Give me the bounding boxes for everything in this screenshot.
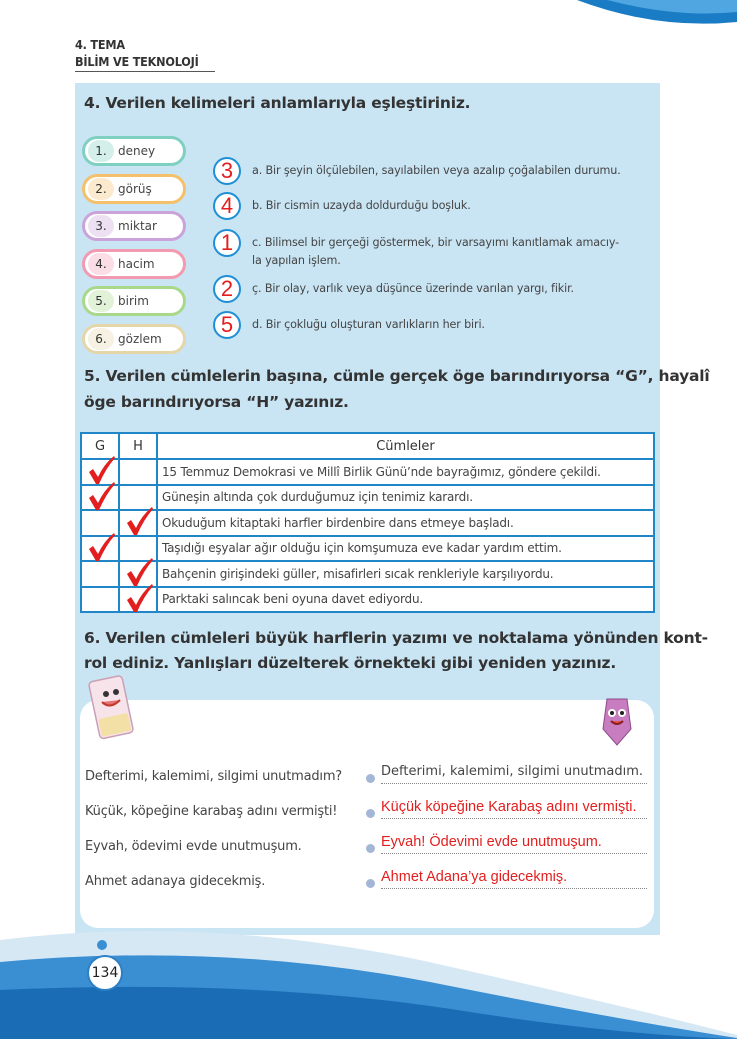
answer-circle xyxy=(213,229,241,257)
sentence-cell: Bahçenin girişindeki güller, misafirleri sıcak renkleriyle karşılıyordu. xyxy=(157,561,654,587)
rewritten-sentence: Ahmet Adana’ya gidecekmiş. xyxy=(381,869,647,889)
h-cell xyxy=(119,459,157,485)
word-pill xyxy=(82,249,186,279)
word-pill xyxy=(82,174,186,204)
definition-text: c. Bilimsel bir gerçeği göstermek, bir varsayımı kanıtlamak amacıy- xyxy=(252,236,620,249)
check-mark-icon xyxy=(124,582,154,614)
definition-text: ç. Bir olay, varlık veya düşünce üzerinde varılan yargı, fikir. xyxy=(252,282,574,295)
answer-circle xyxy=(213,311,241,339)
q5-title-line2: öge barındırıyorsa “H” yazınız. xyxy=(84,393,349,411)
header-underline xyxy=(75,71,215,72)
given-sentence: Defterimi, kalemimi, silgimi unutmadım? xyxy=(85,769,342,784)
h-cell xyxy=(119,587,157,613)
table-row xyxy=(81,459,654,485)
definition-text: b. Bir cismin uzayda doldurduğu boşluk. xyxy=(252,199,471,212)
q5-title-line1: 5. Verilen cümlelerin başına, cümle gerçek öge barındırıyorsa “G”, hayalî xyxy=(84,367,710,385)
word-pill xyxy=(82,286,186,316)
table-row xyxy=(81,587,654,613)
table-row xyxy=(81,510,654,536)
g-h-table xyxy=(80,432,655,613)
given-sentence: Ahmet adanaya gidecekmiş. xyxy=(85,874,266,889)
rewritten-sentence: Küçük köpeğine Karabaş adını vermişti. xyxy=(381,799,647,819)
table-row xyxy=(81,536,654,562)
answer-number: 3 xyxy=(220,158,234,183)
word-label: hacim xyxy=(118,256,155,271)
bullet-dot xyxy=(366,774,375,783)
answer-circle xyxy=(213,157,241,185)
bullet-dot xyxy=(366,844,375,853)
theme-name: BİLİM VE TEKNOLOJİ xyxy=(75,54,199,69)
h-cell xyxy=(119,510,157,536)
eraser-mascot-icon xyxy=(88,672,136,742)
bullet-dot xyxy=(366,809,375,818)
pencil-mascot-icon xyxy=(597,695,637,747)
h-column-header: H xyxy=(119,433,157,459)
rewritten-sentence: Eyvah! Ödevimi evde unutmuşum. xyxy=(381,834,647,854)
g-cell xyxy=(81,587,119,613)
given-sentence: Eyvah, ödevimi evde unutmuşum. xyxy=(85,839,302,854)
sentence-cell: Parktaki salıncak beni oyuna davet ediyordu. xyxy=(157,587,654,613)
bullet-dot xyxy=(366,879,375,888)
answer-number: 2 xyxy=(220,276,234,301)
word-pill xyxy=(82,324,186,354)
theme-number: 4. TEMA xyxy=(75,37,125,52)
g-cell xyxy=(81,536,119,562)
q4-title: 4. Verilen kelimeleri anlamlarıyla eşleştiriniz. xyxy=(84,94,471,112)
g-cell xyxy=(81,561,119,587)
word-label: birim xyxy=(118,294,149,309)
check-mark-icon xyxy=(86,480,116,512)
sentence-cell: 15 Temmuz Demokrasi ve Millî Birlik Günü’nde bayrağımız, göndere çekildi. xyxy=(157,459,654,485)
definition-text: d. Bir çokluğu oluşturan varlıkların her biri. xyxy=(252,318,485,331)
word-number: 1. xyxy=(88,140,114,162)
word-number: 3. xyxy=(88,215,114,237)
page-number: 134 xyxy=(87,955,123,991)
answer-circle xyxy=(213,192,241,220)
word-pill xyxy=(82,136,186,166)
word-label: gözlem xyxy=(118,332,162,346)
check-mark-icon xyxy=(86,531,116,563)
word-label: miktar xyxy=(118,219,157,234)
sentence-cell: Güneşin altında çok durduğumuz için tenimiz karardı. xyxy=(157,485,654,511)
theme-header xyxy=(75,36,215,72)
table-row xyxy=(81,561,654,587)
word-label: deney xyxy=(118,144,156,158)
sentence-cell: Okuduğum kitaptaki harfler birdenbire dans etmeye başladı. xyxy=(157,510,654,536)
g-cell xyxy=(81,485,119,511)
definition-text-cont: la yapılan işlem. xyxy=(252,254,341,267)
q6-title-line1: 6. Verilen cümleleri büyük harflerin yazımı ve noktalama yönünden kont- xyxy=(84,629,708,647)
word-number: 2. xyxy=(88,178,114,200)
given-sentence: Küçük, köpeğine karabaş adını vermişti! xyxy=(85,804,338,819)
answer-number: 5 xyxy=(220,312,234,337)
answer-circle xyxy=(213,275,241,303)
q6-title-line2: rol ediniz. Yanlışları düzelterek örnekteki gibi yeniden yazınız. xyxy=(84,654,617,672)
word-number: 5. xyxy=(88,290,114,312)
sentences-column-header: Cümleler xyxy=(157,433,654,459)
definition-text: a. Bir şeyin ölçülebilen, sayılabilen veya azalıp çoğalabilen durumu. xyxy=(252,164,621,177)
top-swirl-decoration xyxy=(537,0,737,40)
word-number: 6. xyxy=(88,328,114,350)
sentence-cell: Taşıdığı eşyalar ağır olduğu için komşumuza eve kadar yardım ettim. xyxy=(157,536,654,562)
word-number: 4. xyxy=(88,253,114,275)
word-label: görüş xyxy=(118,181,152,196)
check-mark-icon xyxy=(124,505,154,537)
answer-number: 1 xyxy=(220,230,234,255)
word-pill xyxy=(82,211,186,241)
table-row xyxy=(81,485,654,511)
g-column-header: G xyxy=(81,433,119,459)
answer-number: 4 xyxy=(220,193,234,218)
rewritten-sentence: Defterimi, kalemimi, silgimi unutmadım. xyxy=(381,764,647,784)
